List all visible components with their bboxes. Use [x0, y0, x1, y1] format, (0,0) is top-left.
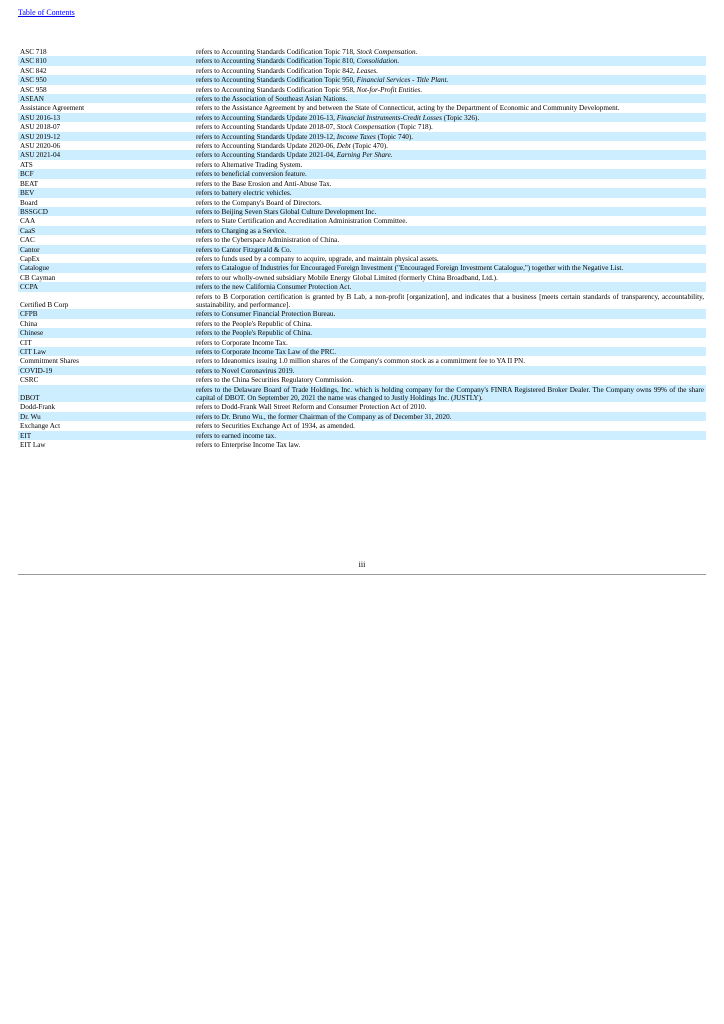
definition-italic-text: Not-for-Profit Entities.: [356, 85, 423, 94]
term-cell: ASU 2016-13: [18, 113, 194, 122]
table-row: [18, 356, 706, 365]
table-row: [18, 347, 706, 356]
table-row: [18, 216, 706, 225]
term-cell: China: [20, 319, 38, 328]
term-cell: CFPB: [18, 309, 194, 318]
table-row: [18, 169, 706, 178]
term-cell: CSRC: [20, 376, 39, 385]
definition-text: refers to Alternative Trading System.: [196, 160, 303, 169]
term-cell: CIT Law: [18, 347, 194, 356]
definition-text: refers to Ideanomics issuing 1.0 million shares of the Company's common stock as a commitment fee to YA II PN.: [196, 357, 525, 366]
term-cell: CAC: [20, 236, 35, 245]
definition-text: refers to Corporate Income Tax.: [196, 338, 288, 347]
term-cell: ASU 2019-12: [18, 132, 194, 141]
table-row: [18, 235, 706, 244]
table-row: [18, 421, 706, 430]
table-row: [18, 103, 706, 112]
definition-text: refers to Accounting Standards Codification Topic 718,: [196, 48, 357, 56]
term-cell: CB Cayman: [20, 273, 56, 282]
definitions-table: [18, 47, 706, 449]
table-row: [18, 47, 706, 56]
definition-text: refers to State Certification and Accreditation Administration Committee.: [196, 217, 408, 226]
definition-text: (Topic 326).: [441, 113, 480, 122]
definition-cell: [194, 150, 706, 159]
term-cell: CAA: [20, 217, 36, 226]
term-cell: CaaS: [18, 226, 194, 235]
definition-cell: [194, 66, 706, 75]
definition-text: refers to the Cyberspace Administration of China.: [196, 236, 340, 245]
definition-cell: [194, 85, 706, 94]
definition-cell: [194, 245, 706, 254]
table-row: [18, 431, 706, 440]
term-cell: Cantor: [18, 245, 194, 254]
definition-text: refers to the new California Consumer Protection Act.: [196, 283, 352, 292]
definition-cell: [194, 160, 706, 169]
definition-text: refers to the Base Erosion and Anti-Abuse Tax.: [196, 179, 332, 188]
definition-text: refers to battery electric vehicles.: [196, 189, 292, 198]
definition-cell: [194, 309, 706, 318]
definition-text: refers to Dr. Bruno Wu., the former Chairman of the Company as of December 31, 2020.: [196, 412, 452, 421]
definition-text: refers to Cantor Fitzgerald & Co.: [196, 245, 292, 254]
definition-text: refers to Accounting Standards Codification Topic 958,: [196, 85, 357, 94]
table-row: [18, 385, 706, 403]
page-divider: [18, 574, 706, 575]
definition-text: refers to the People's Republic of China.: [196, 319, 313, 328]
table-row: [18, 402, 706, 411]
definition-text: refers to funds used by a company to acquire, upgrade, and maintain physical assets.: [196, 254, 439, 263]
term-cell: BCF: [18, 169, 194, 178]
definition-text: (Topic 740).: [375, 132, 414, 141]
definition-cell: [194, 226, 706, 235]
definition-text: refers to Charging as a Service.: [196, 226, 287, 235]
term-cell: Dr. Wu: [18, 412, 194, 421]
table-row: [18, 273, 706, 282]
definition-cell: [194, 263, 706, 272]
definition-cell: [194, 347, 706, 356]
definition-cell: [194, 75, 706, 84]
table-of-contents-link[interactable]: Table of Contents: [18, 8, 75, 17]
definition-text: refers to Novel Coronavirus 2019.: [196, 366, 295, 375]
term-cell: COVID-19: [18, 366, 194, 375]
term-cell: CapEx: [20, 254, 40, 263]
definition-text: refers to Dodd-Frank Wall Street Reform and Consumer Protection Act of 2010.: [196, 403, 427, 412]
table-row: [18, 263, 706, 272]
definition-text: refers to the Delaware Board of Trade Holdings, Inc. which is holding company for the Company's FINRA Registered Broker Dealer. The Company owns 99% of the share capital of DBOT. On September 20, 2021 the name was changed to Justly Holdings Inc. (JUSTLY).: [196, 385, 704, 403]
table-row: [18, 245, 706, 254]
definition-italic-text: Financial Instruments-Credit Losses: [336, 113, 442, 122]
definition-italic-text: Debt: [336, 142, 351, 151]
term-cell: BSSGCD: [18, 207, 194, 216]
term-cell: ASC 950: [18, 75, 194, 84]
table-row: [18, 94, 706, 103]
definition-cell: [194, 402, 706, 411]
definition-cell: [194, 122, 706, 131]
table-row: [18, 309, 706, 318]
definition-text: refers to Accounting Standards Codification Topic 950,: [196, 76, 357, 85]
definition-cell: [194, 338, 706, 347]
definition-cell: [194, 103, 706, 112]
table-row: [18, 366, 706, 375]
term-cell: Exchange Act: [20, 422, 61, 431]
definition-cell: [194, 385, 706, 403]
table-row: [18, 328, 706, 337]
table-row: [18, 198, 706, 207]
definition-cell: [194, 94, 706, 103]
definition-text: refers to B Corporation certification is granted by B Lab, a non-profit [organization], and indicates that a business [meets certain standards of transparency, accountability, sustainability, and performance].: [196, 292, 704, 309]
definition-cell: [194, 319, 706, 328]
table-row: [18, 207, 706, 216]
term-cell: Certified B Corp: [20, 300, 69, 309]
definition-cell: [194, 169, 706, 178]
definition-text: refers to Accounting Standards Update 2018-07,: [196, 123, 337, 132]
definition-text: refers to Accounting Standards Codification Topic 810,: [196, 57, 357, 66]
definition-text: refers to the China Securities Regulatory Commission.: [196, 376, 354, 385]
term-cell: DBOT: [18, 385, 194, 403]
definition-cell: [194, 273, 706, 282]
definition-cell: [194, 440, 706, 449]
definition-text: refers to beneficial conversion feature.: [196, 170, 307, 179]
definition-cell: [194, 421, 706, 430]
term-cell: Board: [20, 198, 38, 207]
definition-italic-text: Earning Per Share.: [336, 151, 393, 160]
definition-cell: [194, 235, 706, 244]
definition-text: refers to earned income tax.: [196, 431, 277, 440]
definition-text: (Topic 470).: [350, 142, 388, 151]
table-row: [18, 113, 706, 122]
definition-cell: [194, 141, 706, 150]
definition-cell: [194, 216, 706, 225]
definition-cell: [194, 292, 706, 310]
definition-text: refers to Accounting Standards Update 2019-12,: [196, 132, 337, 141]
table-row: [18, 188, 706, 197]
table-row: [18, 440, 706, 449]
page-number: iii: [358, 560, 366, 569]
definition-text: refers to the People's Republic of China.: [196, 329, 313, 338]
definition-text: refers to Accounting Standards Codification Topic 842,: [196, 66, 357, 75]
term-cell: Assistance Agreement: [20, 104, 85, 113]
term-cell: Chinese: [18, 328, 194, 337]
definition-text: refers to the Association of Southeast Asian Nations.: [196, 95, 348, 104]
term-cell: BEV: [18, 188, 194, 197]
definition-cell: [194, 113, 706, 122]
term-cell: ASU 2018-07: [20, 123, 61, 132]
definition-text: refers to Consumer Financial Protection Bureau.: [196, 310, 336, 319]
term-cell: ASEAN: [18, 94, 194, 103]
definition-text: (Topic 718).: [395, 123, 433, 132]
table-row: [18, 226, 706, 235]
term-cell: ASC 718: [20, 48, 47, 56]
term-cell: ATS: [20, 160, 33, 169]
definition-text: refers to Securities Exchange Act of 1934, as amended.: [196, 422, 355, 431]
table-row: [18, 132, 706, 141]
definitions-table-body: [18, 47, 706, 449]
definition-cell: [194, 179, 706, 188]
term-cell: ASU 2021-04: [18, 150, 194, 159]
term-cell: Commitment Shares: [20, 357, 79, 366]
table-row: [18, 150, 706, 159]
table-row: [18, 66, 706, 75]
term-cell: BEAT: [20, 179, 38, 188]
term-cell: Catalogue: [18, 263, 194, 272]
table-row: [18, 412, 706, 421]
definition-text: refers to Beijing Seven Stars Global Culture Development Inc.: [196, 207, 377, 216]
table-row: [18, 282, 706, 291]
definition-cell: [194, 356, 706, 365]
term-cell: ASC 810: [18, 56, 194, 65]
term-cell: ASC 842: [20, 66, 47, 75]
definition-cell: [194, 254, 706, 263]
definition-italic-text: Stock Compensation.: [356, 48, 418, 56]
term-cell: CCPA: [18, 282, 194, 291]
table-row: [18, 85, 706, 94]
term-cell: EIT: [18, 431, 194, 440]
definition-italic-text: Consolidation.: [356, 57, 400, 66]
term-cell: ASU 2020-06: [20, 142, 61, 151]
definition-cell: [194, 56, 706, 65]
definition-cell: [194, 198, 706, 207]
definition-italic-text: Stock Compensation: [336, 123, 396, 132]
definition-cell: [194, 132, 706, 141]
definition-italic-text: Leases.: [356, 66, 379, 75]
definition-text: refers to Accounting Standards Update 2021-04,: [196, 151, 337, 160]
table-row: [18, 254, 706, 263]
term-cell: CIT: [20, 338, 32, 347]
definition-text: refers to Catalogue of Industries for Encouraged Foreign Investment ("Encouraged Foreign Investment Catalogue,") together with the Negative List.: [196, 264, 624, 273]
table-row: [18, 319, 706, 328]
definition-text: refers to the Assistance Agreement by and between the State of Connecticut, acting by the Department of Economic and Community Development.: [196, 104, 620, 113]
definition-text: refers to Enterprise Income Tax law.: [196, 441, 301, 450]
definition-cell: [194, 188, 706, 197]
definition-cell: [194, 412, 706, 421]
table-row: [18, 375, 706, 384]
definition-text: refers to Accounting Standards Update 2020-06,: [196, 142, 337, 151]
table-row: [18, 160, 706, 169]
definition-cell: [194, 375, 706, 384]
definition-text: refers to Accounting Standards Update 2016-13,: [196, 113, 337, 122]
definition-cell: [194, 282, 706, 291]
term-cell: ASC 958: [20, 85, 47, 94]
definition-italic-text: Financial Services - Title Plant.: [356, 76, 449, 85]
table-row: [18, 75, 706, 84]
definition-cell: [194, 366, 706, 375]
definition-cell: [194, 431, 706, 440]
definition-text: refers to Corporate Income Tax Law of the PRC.: [196, 348, 337, 356]
definition-cell: [194, 328, 706, 337]
definition-cell: [194, 207, 706, 216]
term-cell: Dodd-Frank: [20, 403, 56, 412]
term-cell: EIT Law: [20, 441, 46, 450]
definition-text: refers to our wholly-owned subsidiary Mobile Energy Global Limited (formerly China Broadband, Ltd.).: [196, 273, 498, 282]
table-row: [18, 56, 706, 65]
table-row: [18, 179, 706, 188]
table-row: [18, 141, 706, 150]
table-row: [18, 338, 706, 347]
definition-text: refers to the Company's Board of Directors.: [196, 198, 322, 207]
table-row: [18, 122, 706, 131]
table-row: [18, 292, 706, 310]
definition-italic-text: Income Taxes: [336, 132, 376, 141]
definition-cell: [194, 47, 706, 56]
